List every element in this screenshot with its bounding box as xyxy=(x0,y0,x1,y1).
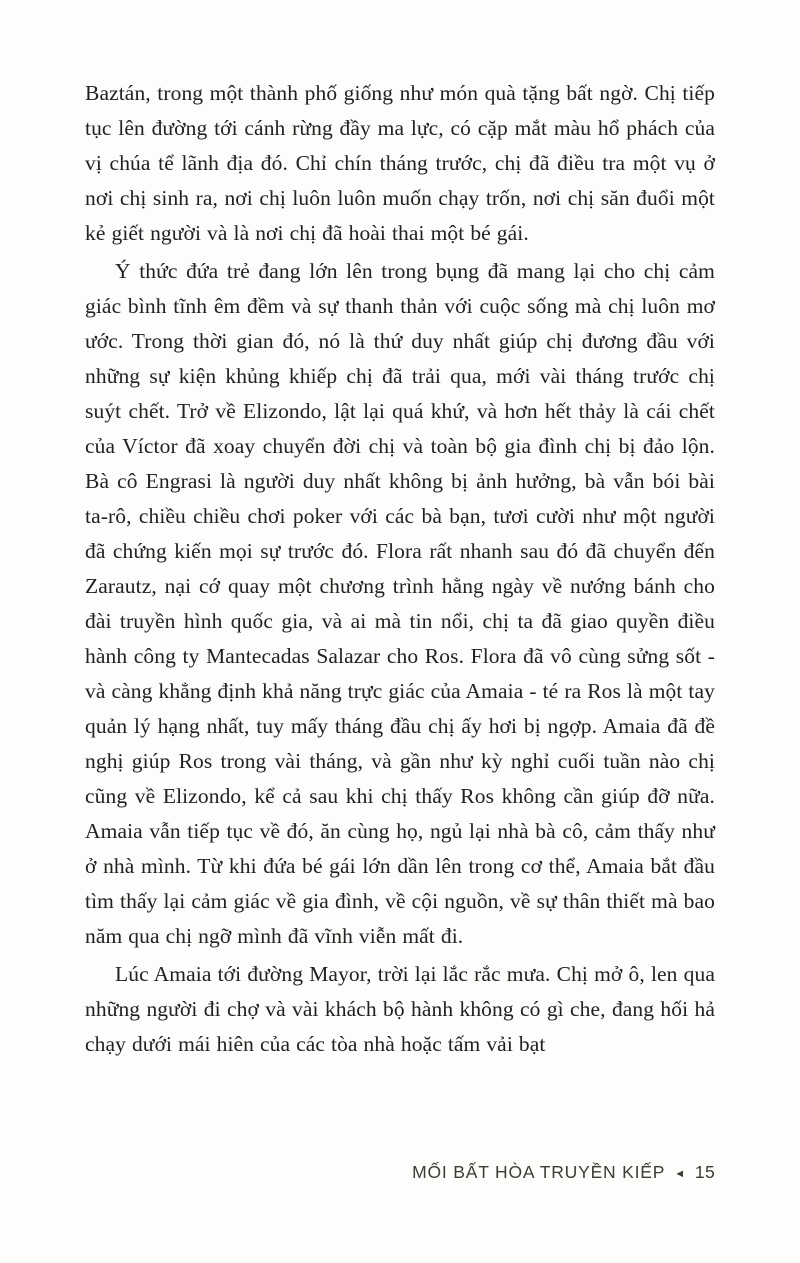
paragraph: Baztán, trong một thành phố giống như món quà tặng bất ngờ. Chị tiếp tục lên đường tới cánh rừng đầy ma lực, có cặp mắt màu hổ phách của vị chúa tể lãnh địa đó. Chỉ chín tháng trước, chị đã điều tra một vụ ở nơi chị sinh ra, nơi chị luôn luôn muốn chạy trốn, nơi chị săn đuổi một kẻ giết người và là nơi chị đã hoài thai một bé gái. xyxy=(85,81,715,245)
page-text xyxy=(85,76,715,1062)
triangle-left-icon: ◄ xyxy=(674,1167,686,1180)
running-title: MỐI BẤT HÒA TRUYỀN KIẾP xyxy=(412,1162,666,1182)
paragraph: Ý thức đứa trẻ đang lớn lên trong bụng đã mang lại cho chị cảm giác bình tĩnh êm đềm và sự thanh thản với cuộc sống mà chị luôn mơ ước. Trong thời gian đó, nó là thứ duy nhất giúp chị đương đầu với những sự kiện khủng khiếp chị đã trải qua, mới vài tháng trước chị suýt chết. Trở về Elizondo, lật lại quá khứ, và hơn hết thảy là cái chết của Víctor đã xoay chuyển đời chị và toàn bộ gia đình chị bị đảo lộn. Bà cô Engrasi là người duy nhất không bị ảnh hưởng, bà vẫn bói bài ta-rô, chiều chiều chơi poker với các bà bạn, tươi cười như một người đã chứng kiến mọi sự trước đó. Flora rất nhanh sau đó đã chuyển đến Zarautz, nại cớ quay một chương trình hằng ngày về nướng bánh cho đài truyền hình quốc gia, và ai mà tin nổi, chị ta đã giao quyền điều hành công ty Mantecadas Salazar cho Ros. Flora đã vô cùng sửng sốt - và càng khẳng định khả năng trực giác của Amaia - té ra Ros là một tay quản lý hạng nhất, tuy mấy tháng đầu chị ấy hơi bị ngợp. Amaia đã đề nghị giúp Ros trong vài tháng, và gần như kỳ nghỉ cuối tuần nào chị cũng về Elizondo, kể cả sau khi chị thấy Ros không cần giúp đỡ nữa. Amaia vẫn tiếp tục về đó, ăn cùng họ, ngủ lại nhà bà cô, cảm thấy như ở nhà mình. Từ khi đứa bé gái lớn dần lên trong cơ thể, Amaia bắt đầu tìm thấy lại cảm giác về gia đình, về cội nguồn, về sự thân thiết mà bao năm qua chị ngỡ mình đã vĩnh viễn mất đi. xyxy=(85,259,715,948)
page-number: 15 xyxy=(694,1162,715,1182)
page-footer xyxy=(412,1162,715,1183)
paragraph: Lúc Amaia tới đường Mayor, trời lại lắc rắc mưa. Chị mở ô, len qua những người đi chợ và vài khách bộ hành không có gì che, đang hối hả chạy dưới mái hiên của các tòa nhà hoặc tấm vải bạt xyxy=(85,962,715,1056)
